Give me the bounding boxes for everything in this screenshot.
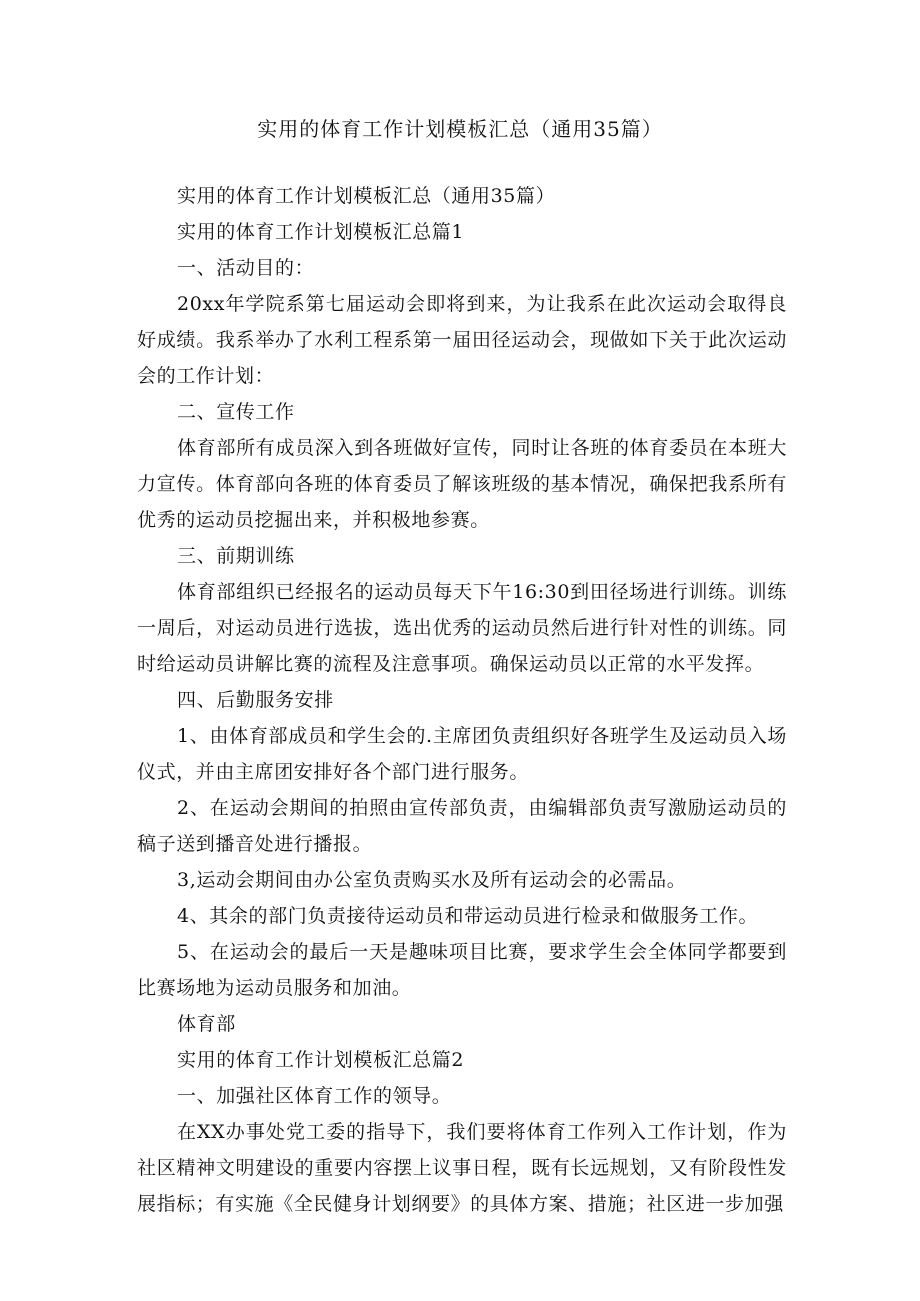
paragraph: 20xx年学院系第七届运动会即将到来，为让我系在此次运动会取得良好成绩。我系举办了水利工程系第一届田径运动会，现做如下关于此次运动会的工作计划： [137,293,787,387]
list-item: 5、在运动会的最后一天是趣味项目比赛，要求学生会全体同学都要到比赛场地为运动员服务和加油。 [137,941,787,999]
section-heading: 实用的体育工作计划模板汇总篇2 [177,1049,465,1071]
signature-line: 体育部 [177,1013,236,1035]
paragraph: 体育部组织已经报名的运动员每天下午16:30到田径场进行训练。训练一周后，对运动员进行选拔，选出优秀的运动员然后进行针对性的训练。同时给运动员讲解比赛的流程及注意事项。确保运动员以正常的水平发挥。 [137,581,787,675]
item-heading: 一、加强社区体育工作的领导。 [177,1085,452,1107]
item-heading: 三、前期训练 [177,545,295,567]
list-item: 2、在运动会期间的拍照由宣传部负责，由编辑部负责写激励运动员的稿子送到播音处进行播报。 [137,797,787,855]
item-heading: 二、宣传工作 [177,401,295,423]
paragraph: 在XX办事处党工委的指导下，我们要将体育工作列入工作计划，作为社区精神文明建设的重要内容摆上议事日程，既有长远规划，又有阶段性发展指标；有实施《全民健身计划纲要》的具体方案、措施；社区进一步加强 [137,1121,787,1215]
document-title: 实用的体育工作计划模板汇总（通用35篇） [257,117,663,141]
subtitle: 实用的体育工作计划模板汇总（通用35篇） [177,185,556,207]
document-body [137,178,787,1222]
item-heading: 四、后勤服务安排 [177,689,334,711]
item-heading: 一、活动目的： [177,257,315,279]
list-item: 3,运动会期间由办公室负责购买水及所有运动会的必需品。 [177,869,687,891]
paragraph: 体育部所有成员深入到各班做好宣传，同时让各班的体育委员在本班大力宣传。体育部向各班的体育委员了解该班级的基本情况，确保把我系所有优秀的运动员挖掘出来，并积极地参赛。 [137,437,787,531]
list-item: 1、由体育部成员和学生会的.主席团负责组织好各班学生及运动员入场仪式，并由主席团安排好各个部门进行服务。 [137,725,787,783]
section-heading: 实用的体育工作计划模板汇总篇1 [177,221,465,243]
list-item: 4、其余的部门负责接待运动员和带运动员进行检录和做服务工作。 [177,905,759,927]
